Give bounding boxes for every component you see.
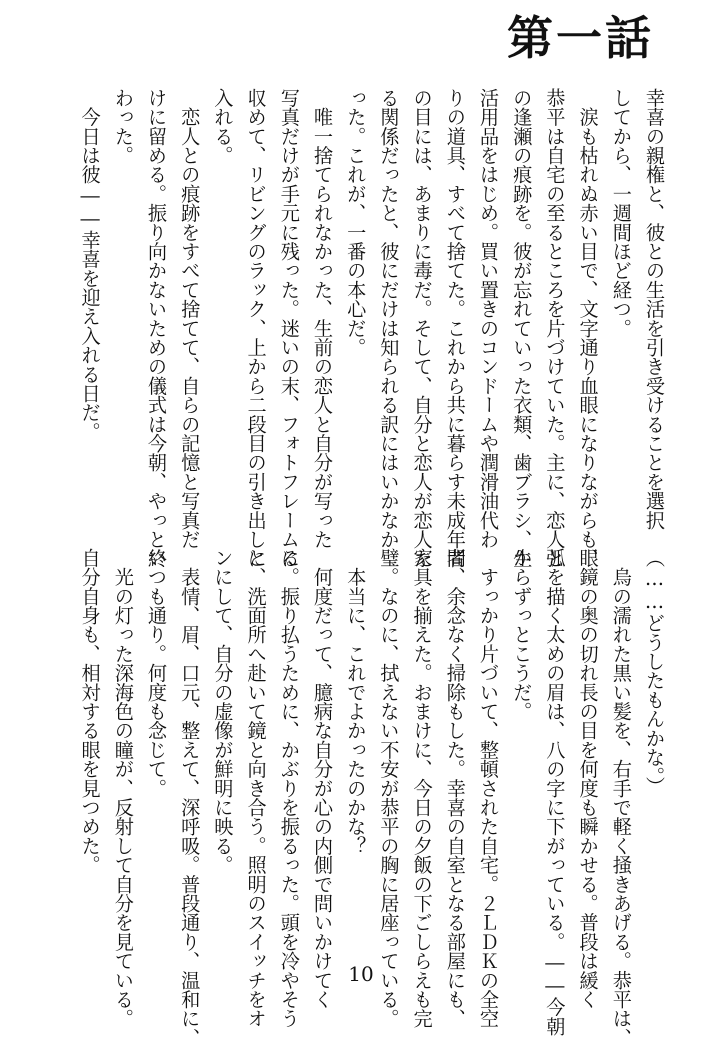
text-column: 自分自身も、相対する眼を見つめた。	[78, 548, 102, 875]
text-column: 何度だって、臆病な自分が心の内側で問いかけてく	[311, 548, 334, 1009]
page-number: 10	[348, 962, 374, 986]
text-column: 恭平は自宅の至るところを片づけていた。主に、恋人と	[543, 88, 567, 568]
text-column: 幸喜の親権と、彼との生活を引き受けることを選択	[643, 88, 666, 530]
text-column: った。これが、一番の本心だ。	[344, 88, 368, 357]
text-column: ンにして、自分の虚像が鮮明に映る。	[211, 548, 235, 875]
text-column: 家具を揃えた。おまけに、今日の夕飯の下ごしらえも完	[410, 548, 434, 1028]
text-column: の逢瀬の痕跡を。彼が忘れていった衣類、歯ブラシ、生	[510, 88, 534, 568]
text-column: 唯一捨てられなかった、生前の恋人と自分が写った	[311, 88, 334, 549]
text-column: 入れる。	[211, 88, 235, 165]
text-column: （……どうしたもんかな。）	[643, 548, 666, 796]
text-column: けに留める。振り向かないための儀式は今朝、やっと終	[145, 88, 168, 568]
text-column: 活用品をはじめ。買い置きのコンドームや潤滑油代わ	[477, 88, 500, 549]
text-column: 眼鏡の奥の切れ長の目を何度も瞬かせる。普段は緩く	[576, 548, 600, 1009]
text-column: と、洗面所へ赴いて鏡と向き合う。照明のスイッチをオ	[244, 548, 268, 1028]
text-column: 今日は彼――幸喜を迎え入れる日だ。	[78, 88, 102, 442]
text-column: 写真だけが手元に残った。迷いの末、フォトフレームに	[277, 88, 301, 568]
chapter-title: 第一話	[507, 11, 654, 65]
text-column: 璧。なのに、拭えない不安が恭平の胸に居座っている。	[377, 548, 401, 1028]
text-column: りの道具、すべて捨てた。これから共に暮らす未成年者	[443, 88, 467, 568]
text-column: 恋人との痕跡をすべて捨てて、自らの記憶と写真だ	[178, 88, 202, 549]
text-column: してから、一週間ほど経つ。	[609, 88, 633, 338]
text-column: からずっとこうだ。	[510, 548, 534, 721]
text-column: 間、余念なく掃除もした。幸喜の自室となる部屋にも、	[443, 548, 467, 1028]
text-column: 表情、眉、口元、整えて、深呼吸。普段通り、温和に、	[178, 548, 202, 1047]
text-column: 収めて、リビングのラック、上から二段目の引き出しに	[244, 88, 268, 568]
text-column: 涙も枯れぬ赤い目で、文字通り血眼になりながらも、	[576, 88, 600, 568]
text-column: すっかり片づいて、整頓された自宅。２ＬＤＫの全空	[477, 548, 500, 1028]
text-column: の目には、あまりに毒だ。そして、自分と恋人が恋人た	[410, 88, 434, 568]
text-column: る関係だったと、彼にだけは知られる訳にはいかなか	[377, 88, 401, 549]
text-column: 烏の濡れた黒い髪を、右手で軽く掻きあげる。恭平は、	[609, 548, 633, 1047]
text-column: る。振り払うために、かぶりを振るった。頭を冷やそう	[277, 548, 301, 1028]
text-column: 本当に、これでよかったのかな？	[344, 548, 368, 856]
text-column: 光の灯った深海色の瞳が、反射して自分を見ている。	[111, 548, 135, 1028]
text-column: いつも通り。何度も念じて。	[145, 548, 168, 798]
text-column: わった。	[111, 88, 135, 165]
text-column: 弧を描く太めの眉は、八の字に下がっている。――今朝	[543, 548, 567, 1036]
